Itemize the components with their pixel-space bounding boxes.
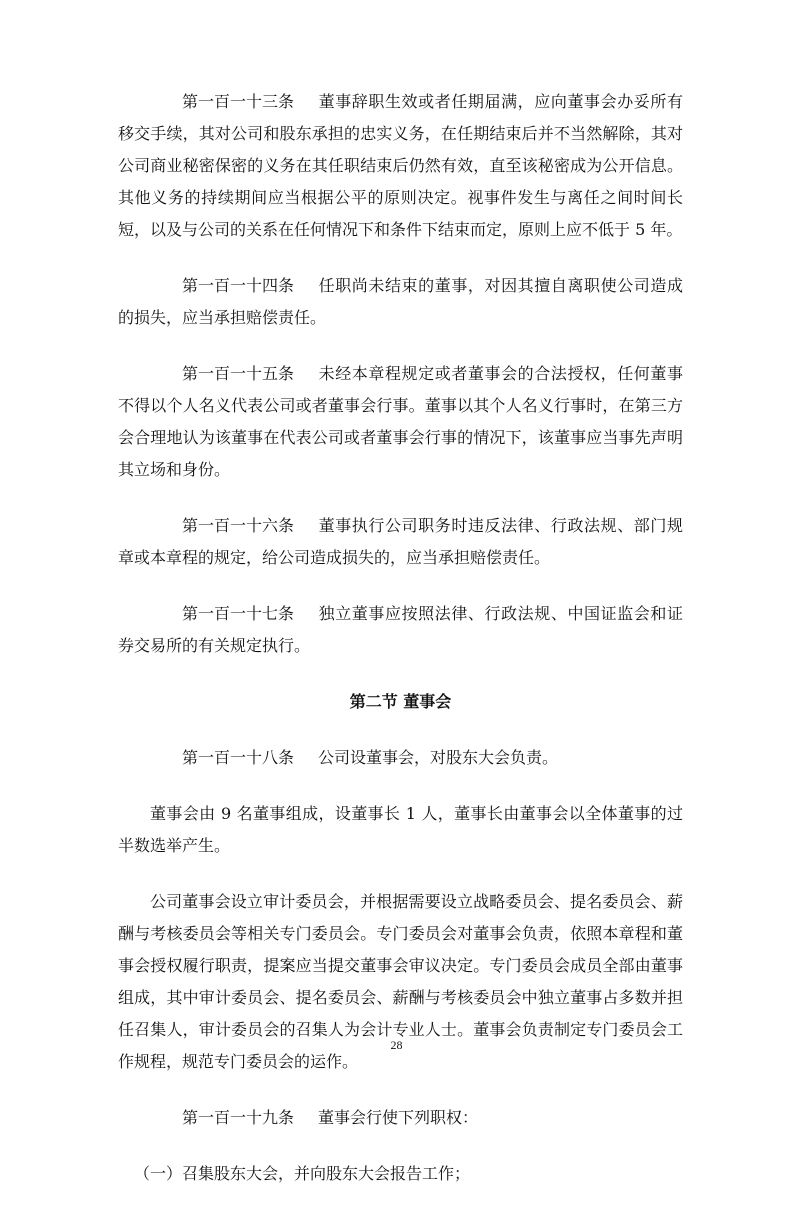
article-number: 第一百一十八条 xyxy=(182,748,295,767)
article-text: 董事执行公司职务时违反法律、行政法规、部门规章或本章程的规定，给公司造成损失的，应当承担赔偿责任。 xyxy=(118,516,683,567)
article-114 xyxy=(118,270,683,334)
article-text: 任职尚未结束的董事，对因其擅自离职使公司造成的损失，应当承担赔偿责任。 xyxy=(118,276,683,327)
article-119 xyxy=(118,1102,683,1134)
article-number: 第一百一十六条 xyxy=(182,516,295,535)
article-116 xyxy=(118,510,683,574)
committees-paragraph: 公司董事会设立审计委员会，并根据需要设立战略委员会、提名委员会、薪酬与考核委员会等相关专门委员会。专门委员会对董事会负责，依照本章程和董事会授权履行职责，提案应当提交董事会审议决定。专门委员会成员全部由董事组成，其中审计委员会、提名委员会、薪酬与考核委员会中独立董事占多数并担任召集人，审计委员会的召集人为会计专业人士。董事会负责制定专门委员会工作规程，规范专门委员会的运作。 xyxy=(118,892,683,1071)
article-115 xyxy=(118,358,683,486)
article-text: 公司设董事会，对股东大会负责。 xyxy=(318,748,559,767)
article-number: 第一百一十四条 xyxy=(182,276,295,295)
article-number: 第一百一十九条 xyxy=(182,1108,295,1127)
list-item: （一）召集股东大会，并向股东大会报告工作； xyxy=(134,1164,471,1183)
article-number: 第一百一十七条 xyxy=(182,604,295,623)
article-text: 独立董事应按照法律、行政法规、中国证监会和证券交易所的有关规定执行。 xyxy=(118,604,683,655)
article-text: 董事会行使下列职权： xyxy=(318,1108,479,1127)
section-heading: 第二节 董事会 xyxy=(349,692,452,711)
board-composition-paragraph: 董事会由 9 名董事组成，设董事长 1 人，董事长由董事会以全体董事的过半数选举产生。 xyxy=(118,804,683,855)
article-number: 第一百一十三条 xyxy=(182,92,295,111)
article-117 xyxy=(118,598,683,662)
page-number: 28 xyxy=(390,1038,403,1052)
article-118 xyxy=(118,742,683,774)
article-text: 董事辞职生效或者任期届满，应向董事会办妥所有移交手续，其对公司和股东承担的忠实义务，在任期结束后并不当然解除，其对公司商业秘密保密的义务在其任职结束后仍然有效，直至该秘密成为公开信息。其他义务的持续期间应当根据公平的原则决定。视事件发生与离任之间时间长短，以及与公司的关系在任何情况下和条件下结束而定，原则上应不低于 5 年。 xyxy=(118,92,683,239)
article-text: 未经本章程规定或者董事会的合法授权，任何董事不得以个人名义代表公司或者董事会行事。董事以其个人名义行事时，在第三方会合理地认为该董事在代表公司或者董事会行事的情况下，该董事应当事先声明其立场和身份。 xyxy=(118,364,683,479)
article-number: 第一百一十五条 xyxy=(182,364,295,383)
article-113 xyxy=(118,86,683,246)
